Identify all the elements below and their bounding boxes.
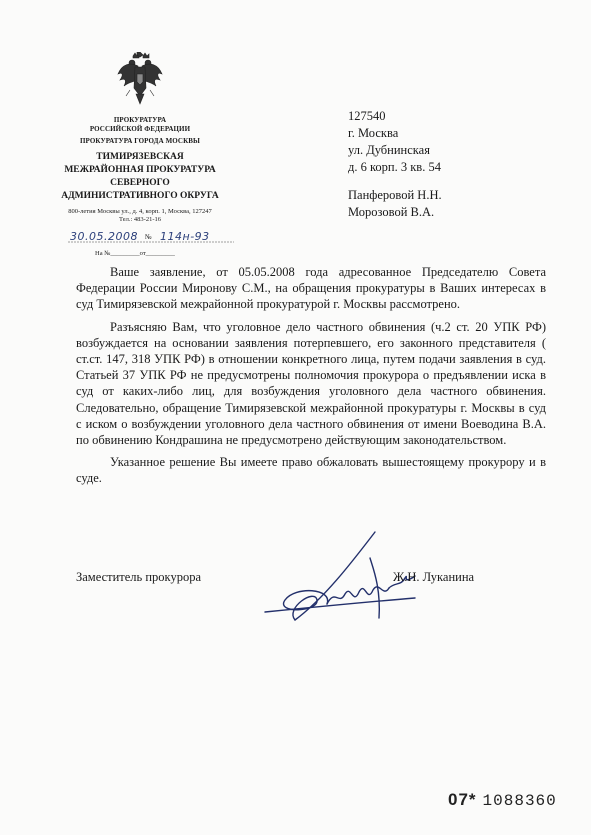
outgoing-number: 114н-93 [160, 230, 210, 243]
org-name-3: СЕВЕРНОГО [110, 178, 170, 188]
recipient-name-1: Панферовой Н.Н. [348, 188, 442, 202]
recipient-name-2: Морозовой В.А. [348, 205, 435, 219]
letterhead [50, 52, 230, 224]
outgoing-number-sign: № [145, 233, 152, 241]
letterhead-line-1: ПРОКУРАТУРА [113, 116, 167, 124]
signer-title: Заместитель прокурора [76, 570, 201, 584]
letterhead-line-2: РОССИЙСКОЙ ФЕДЕРАЦИИ [89, 125, 191, 133]
address-postcode: 127540 [348, 109, 386, 123]
reference-line: На №_________от_________ [95, 250, 175, 257]
org-name-2: МЕЖРАЙОННАЯ ПРОКУРАТУРА [64, 165, 216, 175]
body-paragraph-3: Указанное решение Вы имеете право обжаловать вышестоящему прокурору и в суде. [76, 455, 546, 486]
serial-number: 1088360 [482, 792, 557, 810]
org-address: 800-летия Москвы ул., д. 4, корп. 1, Москва, 127247 [68, 208, 212, 215]
recipient-address [348, 108, 441, 176]
body-paragraph-1: Ваше заявление, от 05.05.2008 года адресованное Председателю Совета Федерации России Миронову С.М., на обращения прокуратуры в Ваших интересах в суд Тимирязевской межрайонной прокуратурой г. Москвы рассмотрено. [76, 265, 546, 312]
org-phone: Тел.: 483-21-16 [119, 216, 161, 223]
letter-body [76, 264, 546, 493]
recipient-names [348, 187, 442, 221]
body-paragraph-2: Разъясняю Вам, что уголовное дело частного обвинения (ч.2 ст. 20 УПК РФ) возбуждается на основании заявления потерпевшего, его законного представителя ( ст.ст. 147, 318 УПК РФ) в отношении конкретного лица, путем подачи заявления в суд. Статьей 37 УПК РФ не предусмотрены полномочия прокурора о предъявлении иска в суд от каких-либо лиц, для возбуждения уголовного дела частного обвинения. Следовательно, обращение Тимирязевской межрайонной прокуратуры г. Москвы в суд с иском о возбуждении уголовного дела частного обвинения от имени Воеводина В.А. по обвинению Кондрашина не предусмотрено действующим законодательством. [76, 319, 546, 448]
document-serial [448, 790, 557, 810]
serial-prefix: 07* [448, 790, 477, 809]
outgoing-date: 30.05.2008 [70, 230, 138, 243]
org-name-1: ТИМИРЯЗЕВСКАЯ [96, 152, 184, 162]
letterhead-line-3: ПРОКУРАТУРА ГОРОДА МОСКВЫ [80, 137, 200, 145]
signer-name: Ж.Н. Луканина [393, 570, 475, 584]
address-street: ул. Дубнинская [348, 143, 430, 157]
org-name-4: АДМИНИСТРАТИВНОГО ОКРУГА [61, 191, 219, 201]
address-city: г. Москва [348, 126, 399, 140]
address-house: д. 6 корп. 3 кв. 54 [348, 160, 441, 174]
double-headed-eagle-icon [116, 52, 164, 108]
